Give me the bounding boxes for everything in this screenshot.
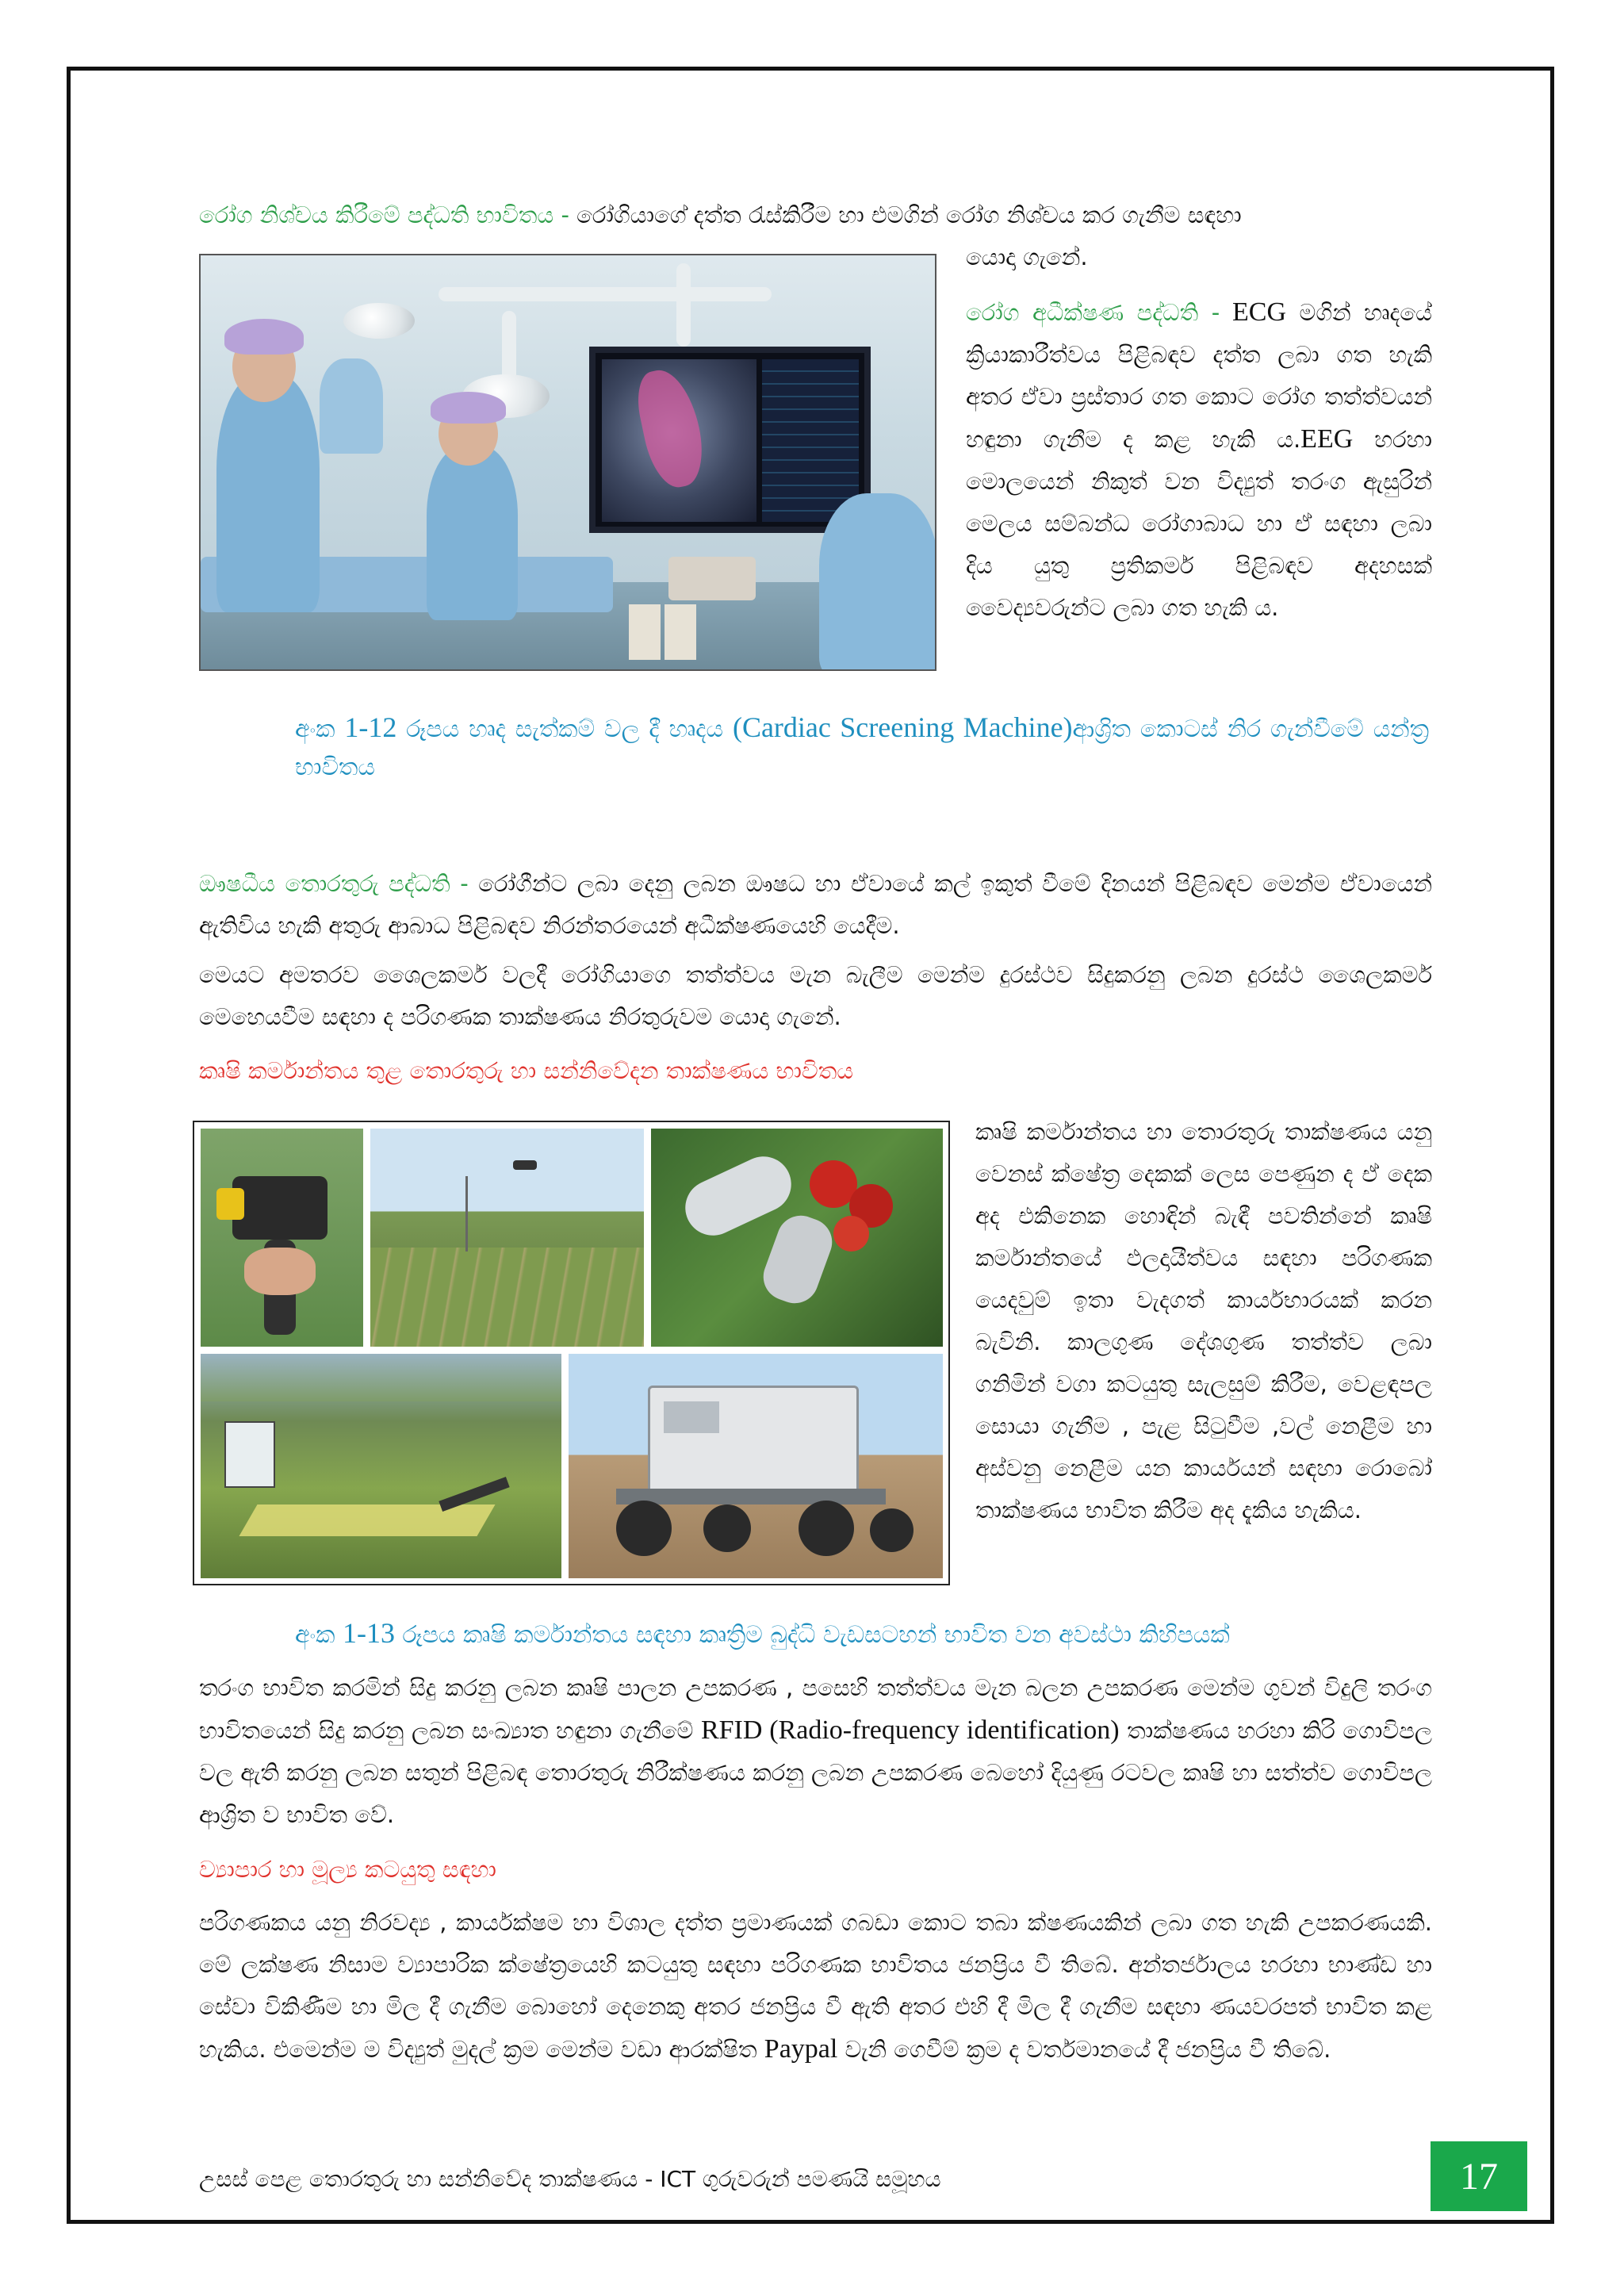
footer-text: උසස් පෙළ තොරතුරු හා සන්නිවේද තාක්ෂණය - ICT ගුරුවරුන් පමණයි සමූහය (199, 2166, 941, 2192)
monitoring-text-ecg: මගින් හෘදයේ ක්‍රියාකාරීත්වය පිළිබඳව දත්ත ලබා ගත හැකි අතර ඒවා ප්‍රස්තාර ගත කොට රෝග තත්ත්වයන් හඳුනා ගැනීම ද කළ හැකි ය. (966, 299, 1432, 453)
rfid-term: RFID (Radio-frequency identification) (700, 1715, 1120, 1745)
caption-latin: (Cardiac Screening Machine) (732, 711, 1073, 743)
surgery-paragraph: මෙයට අමතරව ශෛලකර්ම වලදී රෝගියාගෙ තත්ත්වය මැන බැලීම මෙන්ම දුරස්ථව සිදුකරනු ලබන දුරස්ථ ශෛලකර්ම මෙහෙයවීම සඳහා ද පරිගණක තාක්ෂණය නිරතුරුවම යොදා ගැනේ. (199, 961, 1432, 1030)
page-number-badge (1431, 2141, 1527, 2211)
business-heading: ව්‍යාපාර හා මූල්‍ය කටයුතු සඳහා (199, 1856, 496, 1883)
agriculture-paragraph: කෘෂි කර්මාන්තය හා තොරතුරු තාක්ෂණය යනු වෙනස් ක්ෂේත්‍ර දෙකක් ලෙස පෙණුන ද ඒ දෙක අද එකිනෙක හොඳින් බැඳී පවතින්නේ කෘෂි කර්මාන්තයේ ඵලදායීත්වය සඳහා පරිගණක යෙදවුම් ඉතා වැදගත් කාර්යභාරයක් කරන බැවිනි. කාලගුණ දේශගුණ තත්ත්ව ලබා ගනිමින් වගා කටයුතු සැලසුම් කිරීම, වෙළඳපල සොයා ගැනීම , පැළ සිටුවීම ,වල් නෙළීම හා අස්වනු නෙළීම යන කාර්යයන් සඳහා රොබෝ තාක්ෂණය භාවිත කිරීම අද දැකිය හැකිය. (975, 1118, 1432, 1524)
rfid-text-b: තාක්ෂණය හරහා කිරි ගොවිපල වල ඇති කරනු ලබන සතුන් පිළිබඳ තොරතුරු නිරීක්ෂණය කරනු ලබන උපකරණ බෙහෝ දියුණු රටවල කෘෂි හා සත්ත්ව ගොවිපල ආශ්‍රිත ව භාවිත වේ. (199, 1717, 1432, 1828)
agriculture-collage-image (193, 1121, 950, 1585)
field-robot-tile (569, 1354, 943, 1578)
caption-prefix: අංක (295, 715, 345, 743)
caption2-number: 1-13 (343, 1617, 395, 1649)
aerial-plane-tile (201, 1354, 561, 1578)
caption2-prefix: අංක (295, 1621, 343, 1649)
screening-monitor (589, 347, 871, 533)
pharma-heading: ඖෂධීය තොරතුරු පද්ධති - (199, 870, 469, 897)
eeg-term: EEG (1300, 424, 1354, 454)
diagnosis-text-cont: යොදා ගැනේ. (966, 243, 1088, 270)
caption-mid: රූපය හෘද සැත්කම් වල දී හෘදය (396, 715, 733, 743)
ecg-term: ECG (1220, 297, 1286, 327)
business-paragraph (199, 1902, 1432, 2071)
diagnosis-paragraph (199, 194, 1432, 236)
caption-rest: ආශ්‍රිත කොටස් නිර ගැන්වීමේ යන්ත්‍ර භාවිතය (295, 715, 1430, 781)
monitoring-text-eeg: හරහා මොලයෙන් නිකුත් වන විද්‍යුත් තරංග ඇසුරින් මෙලය සම්බන්ධ රෝගාබාධ හා ඒ සඳහා ලබා දිය යුතු ප්‍රතිකර්ම පිළිබඳව අදහසක් වෛද්‍යවරුන්ට ලබා ගත හැකි ය. (966, 426, 1432, 621)
monitoring-heading: රෝග අධීක්ෂණ පද්ධති - (966, 299, 1220, 326)
diagnosis-heading: රෝග නිශ්චය කිරීමේ පද්ධති භාවිතය - (199, 201, 569, 228)
page-number: 17 (1460, 2155, 1498, 2198)
business-text-b: වැනි ගෙවීම් ක්‍රම ද වර්තමානයේ දී ජනප්‍රිය වී තිබේ. (837, 2036, 1331, 2063)
rfid-paragraph (199, 1667, 1432, 1836)
figure-1-12-caption (295, 708, 1429, 787)
robot-arm-tile (651, 1129, 943, 1347)
handheld-camera-tile (201, 1129, 363, 1347)
caption-number: 1-12 (344, 711, 397, 743)
monitoring-paragraph (966, 291, 1432, 629)
agriculture-heading: කෘෂි කර්මාන්තය තුළ තොරතුරු හා සන්නිවේදන තාක්ෂණය භාවිතය (199, 1057, 854, 1084)
operating-room-image (199, 254, 936, 671)
caption2-rest: රූපය කෘෂි කර්මාන්තය සඳහා කෘත්‍රිම බුද්ධි වැඩසටහන් භාවිත වන අවස්ථා කිහිපයක් (395, 1621, 1230, 1649)
business-text-a: පරිගණකය යනු නිරවද්‍ය , කාර්යක්ෂම හා විශාල දත්ත ප්‍රමාණයක් ගබඩා කොට තබා ක්ෂණයකින් ලබා ගත හැකි උපකරණයකි. මේ ලක්ෂණ නිසාම ව්‍යාපාරික ක්ෂේත්‍රයෙහි කටයුතු සඳහා පරිගණක භාවිතය ජනප්‍රිය වී තිබේ. අන්තර්ජාලය හරහා භාණ්ඩ හා සේවා විකිණීම හා මිල දී ගැනීම බොහෝ දෙනෙකු අතර ජනප්‍රිය වී ඇති අතර එහි දී මිල දී ගැනීම සඳහා ණයවරපත් භාවිත කළ හැකිය. එමෙන්ම ම විද්‍යුත් මුදල් ක්‍රම මෙන්ම වඩා ආරක්ෂිත (199, 1909, 1432, 2063)
paypal-term: Paypal (764, 2034, 838, 2064)
drone-field-tile (370, 1129, 644, 1347)
figure-1-13-caption (295, 1614, 1432, 1654)
pharma-text: රෝගීන්ට ලබා දෙනු ලබන ඖෂධ හා ඒවායේ කල් ඉකුත් වීමේ දිනයන් පිළිබඳව මෙන්ම ඒවායෙන් ඇතිවිය හැකි අතුරු ආබාධ පිළිබඳව නිරන්තරයෙන් අධීක්ෂණයෙහි යෙදීම. (199, 870, 1432, 939)
diagnosis-text: රෝගියාගේ දත්ත රැස්කිරීම හා එමගින් රෝග නිශ්චය කර ගැනීම සඳහා (569, 201, 1242, 228)
pharma-paragraph (199, 863, 1432, 947)
rfid-text-a: තරංග භාවිත කරමින් සිදු කරනු ලබන කෘෂි පාලන උපකරණ , පසෙහි තත්ත්වය මැන බලන උපකරණ මෙන්ම ගුවන් විදුලි තරංග භාවිතයෙන් සිදු කරනු ලබන සංඛ්‍යාත හඳුනා ගැනීමේ (199, 1674, 1432, 1744)
